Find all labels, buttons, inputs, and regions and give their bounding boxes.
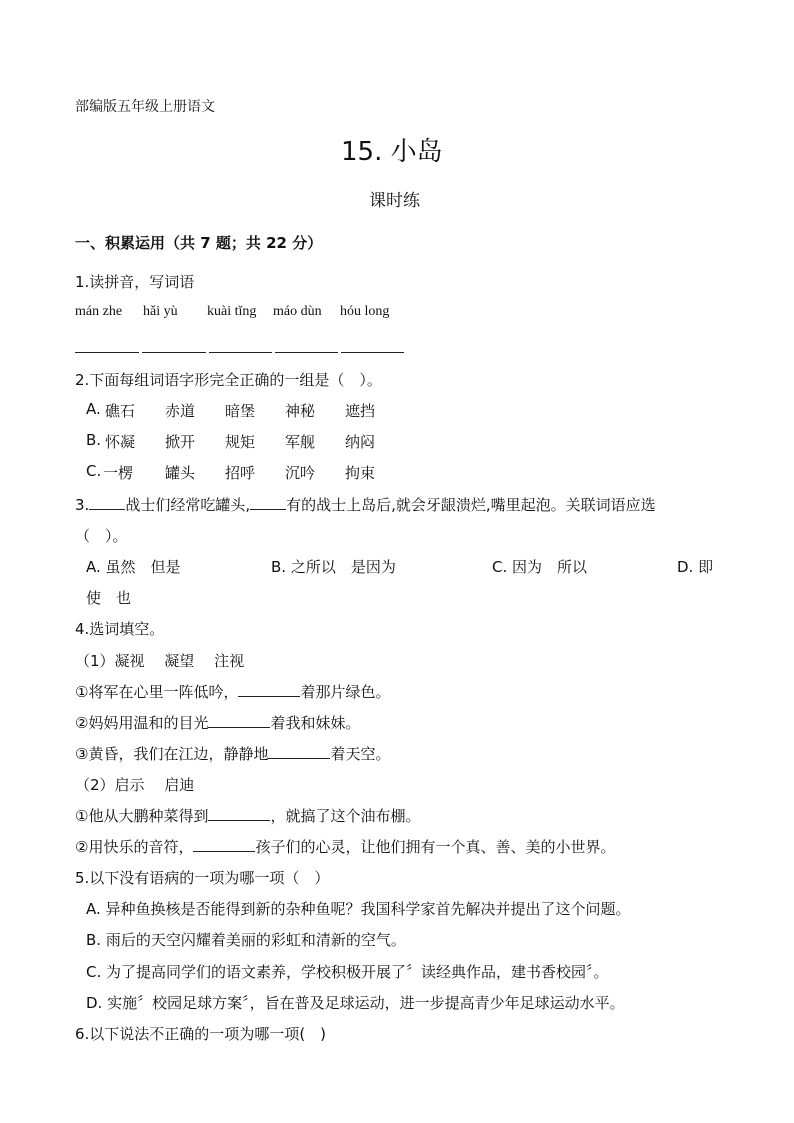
option-d: D. 即 bbox=[677, 558, 714, 576]
answer-bracket: （ ）。 bbox=[75, 527, 128, 545]
answer-blank[interactable] bbox=[208, 806, 270, 821]
option-word: 赤道 bbox=[165, 402, 196, 420]
option-b: B. 之所以 是因为 bbox=[271, 558, 396, 576]
sentence-text: 着那片绿色。 bbox=[300, 683, 391, 701]
answer-blank[interactable] bbox=[250, 495, 286, 510]
question-text: 战士们经常吃罐头, bbox=[125, 496, 251, 514]
sentence-text: ，就搞了这个油布棚。 bbox=[270, 807, 421, 825]
option-c: C. 因为 所以 bbox=[492, 558, 588, 576]
answer-blank[interactable] bbox=[193, 837, 255, 852]
answer-blank[interactable] bbox=[238, 682, 300, 697]
fill-sentence bbox=[75, 681, 390, 702]
option-word: 沉吟 bbox=[285, 464, 316, 482]
option-c: C. 为了提高同学们的语文素养，学校积极开展了〞读经典作品，建书香校园〞。 bbox=[86, 963, 609, 981]
option-word: 规矩 bbox=[225, 433, 256, 451]
option-d-continued: 使 也 bbox=[86, 589, 132, 607]
fill-sentence bbox=[75, 836, 615, 857]
question-1-stem: 1.读拼音，写词语 bbox=[75, 273, 195, 291]
sentence-text: ②妈妈用温和的目光 bbox=[75, 714, 209, 732]
question-6-stem: 6.以下说法不正确的一项为哪一项( ) bbox=[75, 1025, 327, 1043]
option-b: B. 雨后的天空闪耀着美丽的彩虹和清新的空气。 bbox=[86, 931, 406, 949]
fill-sentence bbox=[75, 805, 420, 826]
question-4-stem: 4.选词填空。 bbox=[75, 620, 165, 638]
question-3-stem bbox=[75, 494, 656, 515]
section-heading: 一、积累运用（共 7 题；共 22 分） bbox=[75, 234, 323, 252]
option-letter: A. bbox=[86, 400, 101, 418]
page-subtitle: 课时练 bbox=[369, 191, 420, 211]
answer-blank[interactable] bbox=[275, 352, 338, 353]
option-d: D. 实施〞校园足球方案〞，旨在普及足球运动，进一步提高青少年足球运动水平。 bbox=[86, 994, 625, 1012]
sentence-text: 着天空。 bbox=[330, 745, 391, 763]
sentence-text: ①他从大鹏种菜得到 bbox=[75, 807, 209, 825]
pinyin-item: máo dùn bbox=[273, 304, 322, 319]
answer-blank[interactable] bbox=[268, 744, 330, 759]
option-word: 招呼 bbox=[225, 464, 256, 482]
pinyin-item: kuài tǐng bbox=[207, 304, 257, 319]
option-word: 掀开 bbox=[165, 433, 196, 451]
option-word: 纳闷 bbox=[345, 433, 376, 451]
option-word: 礁石 bbox=[105, 402, 136, 420]
option-a: A. 虽然 但是 bbox=[86, 558, 181, 576]
sentence-text: ③黄昏，我们在江边，静静地 bbox=[75, 745, 269, 763]
question-text: 有的战士上岛后,就会牙龈溃烂,嘴里起泡。关联词语应选 bbox=[286, 496, 656, 514]
option-word: 拘束 bbox=[345, 464, 376, 482]
option-word: 罐头 bbox=[165, 464, 196, 482]
sentence-text: 着我和妹妹。 bbox=[270, 714, 361, 732]
pinyin-item: mán zhe bbox=[75, 304, 123, 319]
fill-sentence bbox=[75, 712, 360, 733]
option-word: 军舰 bbox=[285, 433, 316, 451]
sentence-text: 孩子们的心灵，让他们拥有一个真、善、美的小世界。 bbox=[255, 838, 616, 856]
option-word: 怀凝 bbox=[105, 433, 136, 451]
option-word: 一楞 bbox=[103, 464, 134, 482]
answer-blank[interactable] bbox=[341, 352, 404, 353]
option-word: 遮挡 bbox=[345, 402, 376, 420]
option-letter: B. bbox=[86, 431, 102, 449]
option-letter: C. bbox=[86, 462, 102, 480]
answer-blank[interactable] bbox=[209, 352, 272, 353]
question-number: 3. bbox=[75, 496, 90, 514]
question-5-stem: 5.以下没有语病的一项为哪一项（ ） bbox=[75, 869, 330, 887]
question-2-stem: 2.下面每组词语字形完全正确的一组是（ ）。 bbox=[75, 371, 382, 389]
sentence-text: ②用快乐的音符， bbox=[75, 838, 194, 856]
option-word: 神秘 bbox=[285, 402, 316, 420]
pinyin-item: hǎi yù bbox=[143, 304, 178, 319]
word-group-1: （1）凝视 凝望 注视 bbox=[75, 652, 245, 670]
answer-blank[interactable] bbox=[208, 713, 270, 728]
word-group-2: （2）启示 启迪 bbox=[75, 776, 195, 794]
option-word: 暗堡 bbox=[225, 402, 256, 420]
answer-blank[interactable] bbox=[75, 352, 139, 353]
answer-blank[interactable] bbox=[142, 352, 206, 353]
page-title: 15. 小岛 bbox=[341, 137, 443, 167]
sentence-text: ①将军在心里一阵低吟， bbox=[75, 683, 239, 701]
answer-blank[interactable] bbox=[89, 495, 125, 510]
document-header: 部编版五年级上册语文 bbox=[75, 99, 215, 115]
pinyin-item: hóu long bbox=[340, 304, 390, 319]
fill-sentence bbox=[75, 743, 390, 764]
option-a: A. 异种鱼换核是否能得到新的杂种鱼呢？我国科学家首先解决并提出了这个问题。 bbox=[86, 900, 631, 918]
